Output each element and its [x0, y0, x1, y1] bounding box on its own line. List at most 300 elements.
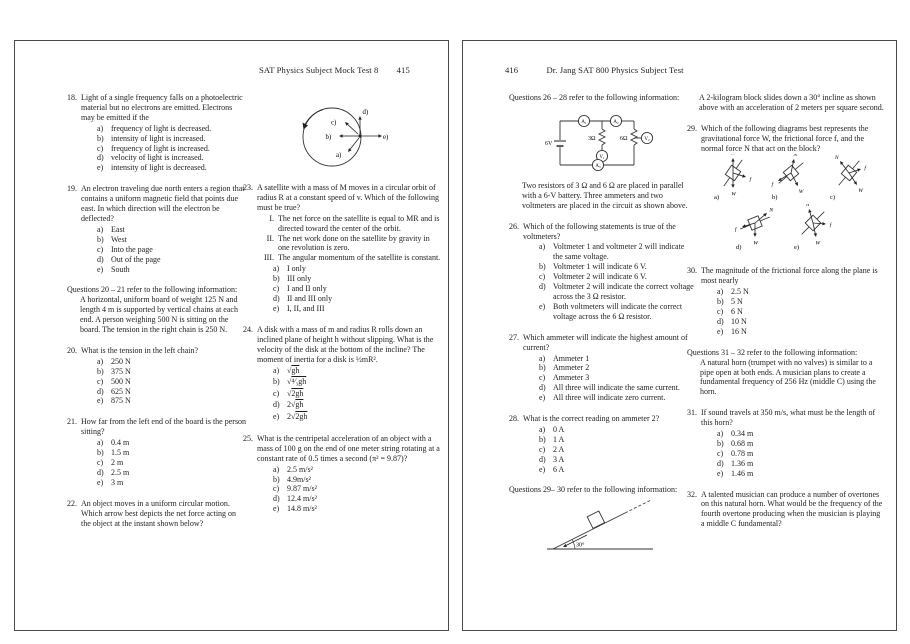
answer-choice	[701, 429, 885, 439]
answer-choice	[257, 274, 441, 284]
choice-text: 2√2gh	[287, 411, 308, 421]
choice-key: c)	[97, 458, 104, 467]
svg-text:a): a)	[714, 193, 720, 201]
choice-key: c)	[539, 272, 546, 282]
answer-choice	[81, 124, 247, 134]
question-32	[687, 490, 885, 530]
choice-text: II and III only	[287, 293, 333, 303]
choice-key: b)	[97, 448, 104, 458]
question-24	[243, 325, 441, 423]
choice-text: III only	[287, 274, 312, 284]
choice-key: c)	[539, 444, 546, 454]
choice-text: 16 N	[731, 326, 747, 336]
choice-list	[701, 287, 885, 337]
svg-text:f: f	[734, 227, 737, 234]
choice-text: intensity of light is increased.	[111, 133, 206, 143]
radicand: 2gh	[295, 411, 308, 421]
choice-key: e)	[97, 477, 104, 487]
free-body-diagram	[823, 154, 881, 202]
choice-text: 2.5 N	[731, 287, 749, 297]
choice-key: e)	[717, 326, 724, 336]
choice-text: I only	[287, 264, 306, 274]
choice-list	[257, 366, 441, 422]
choice-key: d)	[717, 458, 724, 468]
radicand: gh	[295, 400, 304, 410]
choice-key: a)	[273, 464, 280, 474]
choice-text: I, II, and III	[287, 303, 325, 313]
answer-choice	[257, 494, 441, 504]
answer-choice	[81, 153, 247, 163]
roman-key: II.	[266, 233, 274, 243]
choice-key: b)	[539, 262, 546, 272]
right-page-column-1	[509, 93, 695, 567]
question-28	[509, 414, 695, 474]
question-23	[243, 183, 441, 314]
choice-list	[701, 429, 885, 479]
answer-choice	[523, 435, 695, 445]
choice-text: intensity of light is decreased.	[111, 163, 207, 173]
svg-text:N	[730, 154, 735, 157]
question-text: A disk with a mass of m and radius R rolls down an inclined plane of height h without slipping. What is the velocity of the disk at the bottom of the incline? The moment of inertia for a disk is ½mR².	[257, 324, 434, 364]
question-text: An electron traveling due north enters a region that contains a uniform magnetic field that points due east. In which direction will the electron be deflected?	[81, 184, 245, 223]
roman-numeral-list	[257, 214, 441, 264]
answer-choice	[701, 459, 885, 469]
answer-choice	[523, 282, 695, 302]
choice-key: d)	[273, 494, 280, 504]
question-body	[701, 490, 885, 530]
question-text: A talented musician can produce a number of overtones on this natural horn. What would be the frequency of the fourth overtone producing when the musician is playing a middle C fundamental?	[701, 489, 883, 529]
info-title: Questions 20 – 21 refer to the following information:	[67, 285, 238, 295]
choice-key: a)	[539, 424, 546, 434]
answer-choice	[81, 387, 247, 397]
question-text: What is the correct reading on ammeter 2?	[523, 414, 660, 424]
question-body	[257, 183, 441, 314]
right-page-number: 416	[505, 65, 519, 75]
svg-text:f: f	[829, 223, 832, 230]
choice-text: 1 A	[553, 434, 565, 444]
info-block	[509, 485, 695, 556]
choice-text: East	[111, 224, 125, 234]
answer-choice	[523, 465, 695, 475]
choice-key: e)	[273, 411, 280, 421]
svg-text:N: N	[834, 154, 839, 161]
left-page-number: 415	[396, 65, 410, 75]
radicand: 2gh	[291, 388, 304, 398]
question-body	[257, 434, 441, 514]
right-page-header	[505, 65, 684, 75]
free-body-diagram	[787, 204, 845, 252]
fbd-row-1	[707, 154, 885, 205]
info-title: Questions 26 – 28 refer to the following information:	[509, 93, 680, 102]
question-text: Which of the following diagrams best represents the gravitational force W, the frictional force f, and the normal force N that act on the block?	[701, 123, 869, 153]
question-number: 20.	[67, 345, 77, 355]
choice-key: e)	[97, 264, 104, 274]
answer-choice	[81, 396, 247, 406]
answer-choice	[81, 478, 247, 488]
choice-key: a)	[539, 242, 546, 252]
question-31	[687, 408, 885, 478]
answer-choice	[257, 366, 441, 376]
answer-choice	[523, 393, 695, 403]
info-title: Questions 31 – 32 refer to the following information:	[687, 347, 858, 357]
roman-text: The net force on the satellite is equal to MR and is directed toward the center of the orbit.	[278, 213, 440, 233]
right-header-title: Dr. Jang SAT 800 Physics Subject Test	[546, 65, 684, 75]
radicand: ⁴⁄₃gh	[291, 377, 307, 387]
answer-choice	[257, 400, 441, 410]
choice-text: 2.5 m	[111, 467, 130, 477]
choice-text: 1.46 m	[731, 468, 754, 478]
question-body	[81, 417, 247, 487]
svg-text:30°: 30°	[576, 542, 585, 549]
choice-text: 3 m	[111, 477, 124, 487]
choice-key: a)	[717, 287, 724, 297]
choice-key: b)	[273, 474, 280, 484]
choice-key: c)	[97, 244, 104, 254]
question-body	[81, 346, 247, 406]
svg-text:W: W	[753, 241, 758, 248]
svg-text:3Ω: 3Ω	[588, 135, 596, 142]
info-body: Two resistors of 3 Ω and 6 Ω are placed in parallel with a 6-V battery. Three ammeters and two voltmeters are placed in the circuit as shown above.	[522, 180, 688, 210]
answer-choice	[81, 245, 247, 255]
answer-choice	[701, 469, 885, 479]
choice-key: b)	[717, 297, 724, 307]
choice-text: frequency of light is increased.	[111, 143, 210, 153]
choice-key: c)	[717, 306, 724, 316]
answer-choice	[257, 377, 441, 387]
fbd-option	[787, 204, 845, 255]
choice-text: Voltmeter 2 will indicate the correct voltage across the 3 Ω resistor.	[553, 282, 694, 301]
choice-text: 875 N	[111, 396, 131, 406]
choice-text: 6 N	[731, 306, 743, 316]
choice-text: 2 A	[553, 444, 565, 454]
question-number: 29.	[687, 123, 697, 133]
choice-key: b)	[273, 377, 280, 387]
question-number: 32.	[687, 489, 697, 499]
choice-text: Out of the page	[111, 254, 161, 264]
question-number: 22.	[67, 498, 77, 508]
left-page	[14, 40, 449, 631]
svg-text:e): e)	[383, 134, 389, 141]
answer-choice	[81, 163, 247, 173]
choice-key: c)	[717, 448, 724, 458]
svg-text:d): d)	[736, 244, 742, 252]
question-20	[67, 346, 247, 406]
choice-text: 1.5 m	[111, 448, 130, 458]
answer-choice	[81, 144, 247, 154]
question-number: 24.	[243, 324, 253, 334]
question-body	[81, 93, 247, 173]
choice-key: e)	[539, 301, 546, 311]
choice-list	[523, 242, 695, 321]
answer-choice	[523, 455, 695, 465]
answer-choice	[81, 235, 247, 245]
answer-choice	[701, 297, 885, 307]
fbd-option	[765, 154, 823, 205]
choice-text: Ammeter 3	[553, 373, 590, 383]
paragraph: A 2-kilogram block slides down a 30° incline as shown above with an acceleration of 2 meters per square second.	[699, 93, 884, 112]
choice-list	[81, 225, 247, 275]
roman-text: The angular momentum of the satellite is constant.	[278, 253, 441, 263]
answer-choice	[257, 412, 441, 422]
question-text: A satellite with a mass of M moves in a circular orbit of radius R at a constant speed of v. Which of the following must be true?	[257, 183, 439, 212]
choice-text: frequency of light is decreased.	[111, 123, 212, 133]
circuit-figure	[515, 105, 695, 177]
svg-text:N: N	[769, 208, 774, 215]
roman-item	[259, 253, 441, 263]
question-number: 30.	[687, 266, 697, 276]
answer-choice	[523, 242, 695, 262]
choice-key: c)	[97, 143, 104, 153]
answer-choice	[523, 354, 695, 364]
answer-choice	[523, 262, 695, 272]
choice-text: Both voltmeters will indicate the correct voltage across the 6 Ω resistor.	[553, 301, 683, 321]
choice-text: Voltmeter 1 and voltmeter 2 will indicate the same voltage.	[553, 242, 685, 262]
choice-key: a)	[97, 438, 104, 448]
choice-key: e)	[97, 396, 104, 406]
choice-text: 5 N	[731, 297, 743, 307]
choice-text: 12.4 m/s²	[287, 494, 317, 504]
question-text: How far from the left end of the board is the person sitting?	[81, 417, 247, 437]
question-number: 26.	[509, 221, 519, 231]
svg-text:c): c)	[331, 119, 337, 127]
choice-text: 2√gh	[287, 400, 304, 410]
choice-key: d)	[539, 383, 546, 393]
info-block	[509, 93, 695, 211]
choice-key: b)	[97, 366, 104, 376]
choice-key: d)	[539, 282, 546, 292]
choice-text: Voltmeter 1 will indicate 6 V.	[553, 262, 647, 272]
svg-text:f: f	[864, 165, 866, 172]
question-body	[81, 499, 247, 529]
choice-key: d)	[539, 454, 546, 464]
answer-choice	[81, 134, 247, 144]
choice-text: 625 N	[111, 386, 131, 396]
question-27	[509, 333, 695, 403]
answer-choice	[701, 307, 885, 317]
question-number: 25.	[243, 433, 253, 443]
choice-text: √⁴⁄₃gh	[287, 377, 307, 387]
free-body-diagram	[707, 154, 765, 202]
choice-list	[257, 465, 441, 515]
question-text: An object moves in a uniform circular motion. Which arrow best depicts the net force acting on the object at the instant shown below?	[81, 498, 237, 528]
question-18	[67, 93, 247, 173]
question-text: Light of a single frequency falls on a photoelectric material but no electrons are emitted. Electrons may be emitted if the	[81, 93, 243, 122]
question-22	[67, 499, 247, 529]
svg-text:V₂: V₂	[644, 136, 650, 142]
choice-key: e)	[717, 468, 724, 478]
question-number: 21.	[67, 417, 77, 427]
svg-text:A₁: A₁	[581, 119, 587, 125]
svg-text:e): e)	[794, 244, 800, 252]
choice-text: All three will indicate zero current.	[553, 393, 666, 403]
svg-text:N: N	[793, 153, 798, 158]
choice-key: c)	[273, 484, 280, 494]
circuit-diagram	[544, 105, 666, 177]
free-body-diagram	[765, 154, 823, 202]
choice-key: b)	[539, 363, 546, 373]
choice-text: 1.36 m	[731, 458, 754, 468]
question-number: 23.	[243, 183, 253, 192]
roman-item	[259, 234, 441, 254]
choice-key: e)	[539, 464, 546, 474]
svg-text:A₂: A₂	[613, 119, 619, 125]
choice-text: 3 A	[553, 454, 565, 464]
choice-text: 6 A	[553, 464, 565, 474]
fbd-row-2	[729, 204, 885, 255]
svg-text:c): c)	[830, 193, 836, 201]
choice-key: d)	[717, 316, 724, 326]
fbd-options-figure	[701, 154, 885, 256]
choice-text: 2 m	[111, 458, 124, 467]
choice-text: Ammeter 2	[553, 363, 590, 373]
question-text: What is the tension in the left chain?	[81, 345, 199, 355]
choice-key: e)	[273, 303, 280, 313]
svg-text:b): b)	[772, 193, 778, 201]
left-page-column-2	[243, 93, 441, 525]
answer-choice	[701, 287, 885, 297]
question-text: Which of the following statements is true of the voltmeters?	[523, 221, 676, 241]
left-header-title: SAT Physics Subject Mock Test 8	[259, 65, 379, 75]
choice-key: a)	[273, 264, 280, 274]
choice-key: a)	[97, 356, 104, 366]
svg-text:d): d)	[362, 109, 369, 116]
question-number: 18.	[67, 93, 77, 102]
choice-list	[523, 425, 695, 475]
answer-choice	[701, 317, 885, 327]
question-body	[523, 333, 695, 403]
choice-text: Ammeter 1	[553, 353, 590, 363]
svg-text:b): b)	[325, 134, 332, 141]
choice-key: e)	[273, 504, 280, 514]
choice-text: 250 N	[111, 356, 131, 366]
left-page-header	[259, 65, 410, 75]
choice-key: d)	[97, 386, 104, 396]
question-30	[687, 266, 885, 336]
svg-text:6V: 6V	[545, 140, 553, 147]
choice-key: b)	[97, 133, 104, 143]
question-number: 28.	[509, 414, 519, 424]
choice-text: 14.8 m/s²	[287, 504, 317, 514]
answer-choice	[523, 272, 695, 282]
question-body	[81, 184, 247, 274]
question-19	[67, 184, 247, 274]
answer-choice	[523, 373, 695, 383]
choice-text: 500 N	[111, 376, 131, 386]
answer-choice	[257, 475, 441, 485]
choice-text: Voltmeter 2 will indicate 6 V.	[553, 272, 647, 282]
question-text: The magnitude of the frictional force along the plane is most nearly	[701, 266, 878, 286]
answer-choice	[257, 304, 441, 314]
roman-item	[259, 214, 441, 234]
answer-choice	[257, 284, 441, 294]
question-25	[243, 434, 441, 514]
info-title: Questions 29– 30 refer to the following information:	[509, 485, 678, 495]
choice-list	[81, 357, 247, 407]
radicand: gh	[291, 365, 300, 375]
choice-text: 10 N	[731, 316, 747, 326]
answer-choice	[81, 448, 247, 458]
answer-choice	[257, 465, 441, 475]
choice-list	[523, 354, 695, 404]
answer-choice	[523, 383, 695, 393]
answer-choice	[257, 294, 441, 304]
svg-text:f: f	[749, 176, 752, 183]
choice-list	[81, 438, 247, 488]
circle-arrows-diagram	[292, 96, 392, 172]
circular-motion-figure	[243, 96, 441, 172]
question-number: 31.	[687, 408, 697, 418]
fbd-option	[729, 204, 787, 255]
svg-text:W: W	[815, 241, 821, 248]
choice-text: 0.78 m	[731, 448, 754, 458]
choice-key: a)	[97, 224, 104, 234]
figure-block	[243, 96, 441, 172]
question-number: 19.	[67, 184, 77, 194]
choice-key: e)	[97, 163, 104, 173]
answer-choice	[81, 367, 247, 377]
choice-text: South	[111, 264, 130, 274]
fbd-option	[823, 154, 881, 205]
roman-key: I.	[269, 213, 274, 223]
choice-text: 0.68 m	[731, 438, 754, 448]
answer-choice	[81, 458, 247, 468]
choice-key: b)	[273, 274, 280, 284]
choice-list	[257, 264, 441, 314]
choice-text: 4.9m/s²	[287, 474, 311, 484]
choice-text: √gh	[287, 365, 300, 375]
svg-text:6Ω: 6Ω	[620, 135, 628, 142]
question-body	[701, 124, 885, 256]
question-body	[257, 325, 441, 423]
choice-key: d)	[273, 400, 280, 410]
choice-text: 0.4 m	[111, 438, 130, 448]
choice-key: a)	[273, 365, 280, 375]
choice-key: a)	[97, 123, 104, 133]
question-29	[687, 124, 885, 256]
question-body	[523, 414, 695, 474]
info-body: A natural horn (trumpet with no valves) is similar to a pipe open at both ends. A musician plans to create a fundamental frequency of 256 Hz (middle C) using the horn.	[700, 357, 876, 397]
svg-text:f: f	[771, 181, 774, 188]
svg-text:A₃: A₃	[595, 163, 601, 169]
choice-text: All three will indicate the same current.	[553, 383, 680, 393]
answer-choice	[81, 438, 247, 448]
answer-choice	[257, 389, 441, 399]
answer-choice	[81, 468, 247, 478]
question-text: What is the centripetal acceleration of an object with a mass of 100 g on the end of one meter string rotating at a constant rate of 0.5 times a second (π² = 9.87)?	[257, 433, 440, 463]
choice-key: b)	[717, 438, 724, 448]
question-text: If sound travels at 350 m/s, what must be the length of this horn?	[701, 408, 876, 428]
svg-text:a): a)	[336, 152, 342, 159]
info-block	[687, 348, 885, 398]
answer-choice	[523, 425, 695, 435]
left-page-column-1	[67, 93, 247, 539]
answer-choice	[81, 377, 247, 387]
choice-key: d)	[97, 153, 104, 163]
choice-key: a)	[717, 429, 724, 439]
question-number: 27.	[509, 332, 519, 342]
svg-text:W: W	[858, 187, 863, 194]
choice-key: d)	[273, 293, 280, 303]
answer-choice	[257, 264, 441, 274]
info-block	[67, 285, 247, 335]
choice-text: 9.87 m/s²	[287, 484, 317, 494]
question-body	[701, 266, 885, 336]
roman-key: III.	[264, 253, 274, 263]
free-body-diagram	[729, 204, 787, 252]
choice-text: 2.5 m/s²	[287, 464, 313, 474]
answer-choice	[701, 439, 885, 449]
answer-choice	[257, 504, 441, 514]
